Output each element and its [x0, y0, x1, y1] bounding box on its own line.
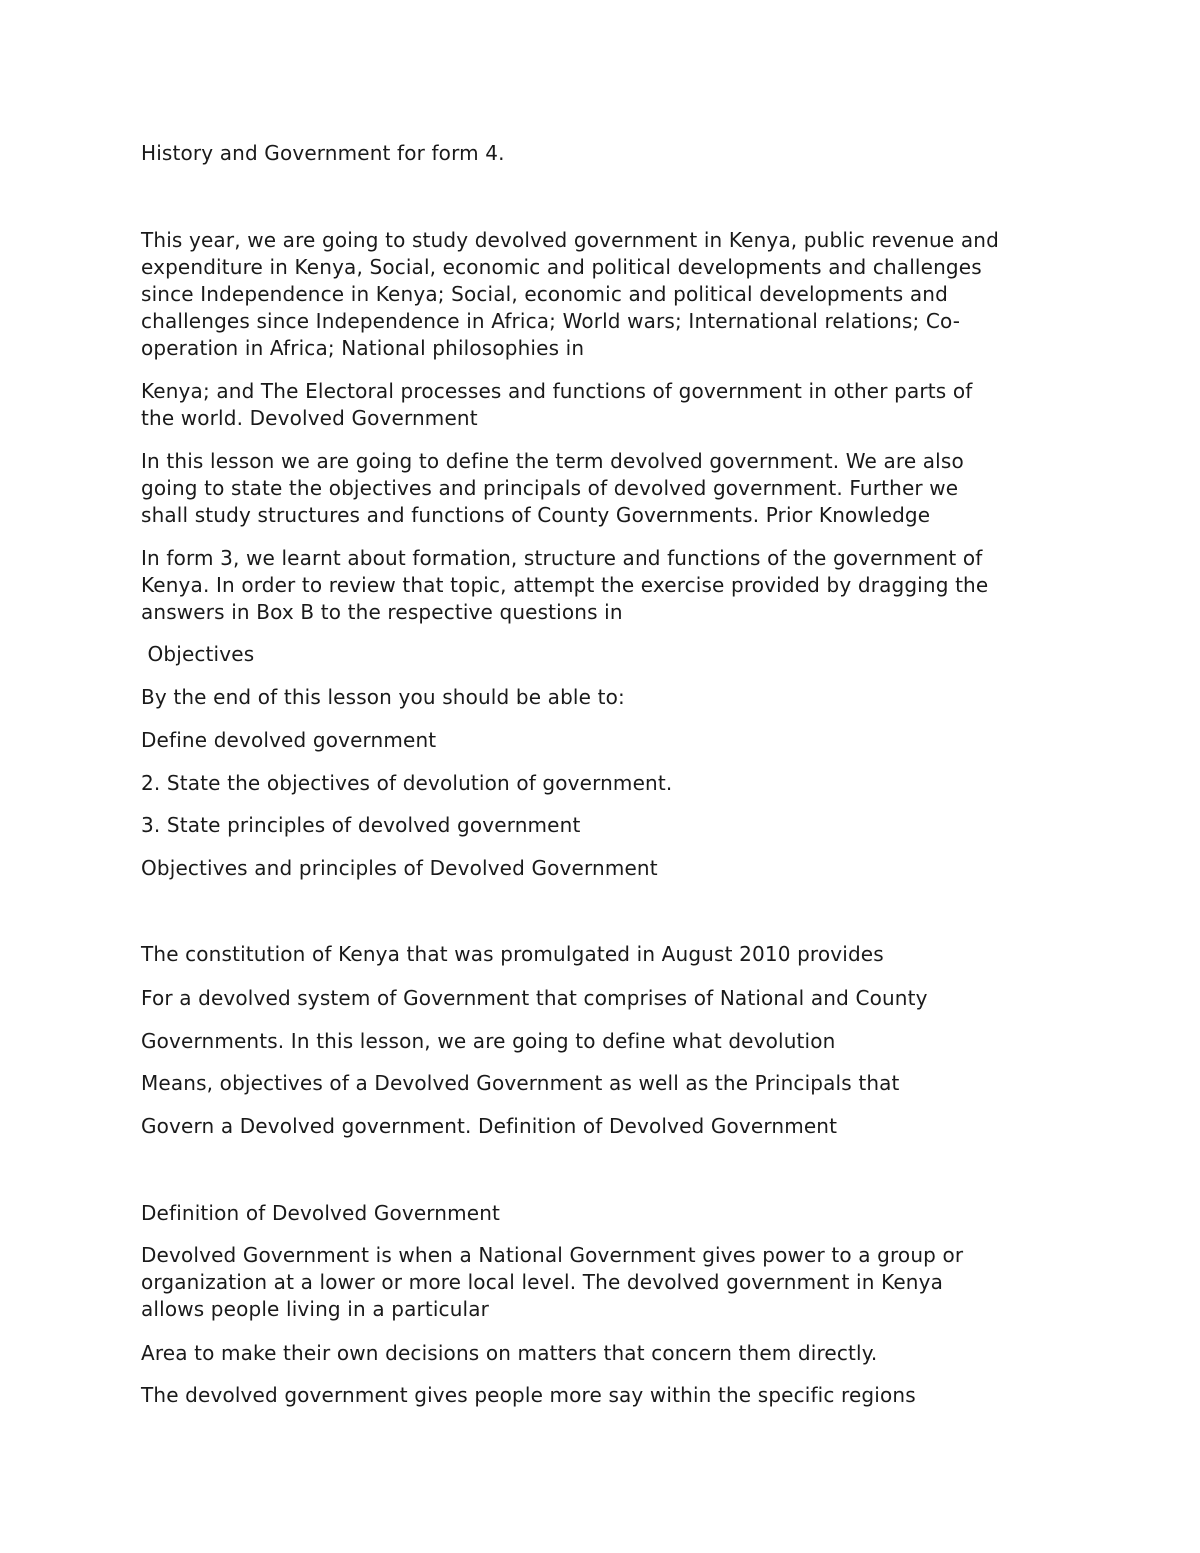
paragraph-line: allows people living in a particular	[141, 1297, 490, 1321]
constitution-line: Governments. In this lesson, we are going to define what devolution	[141, 1029, 836, 1053]
definition-paragraph	[141, 1242, 963, 1323]
paragraph-line: operation in Africa; National philosophies in	[141, 336, 585, 360]
paragraph-line: going to state the objectives and principals of devolved government. Further we	[141, 476, 959, 500]
section-heading: Objectives and principles of Devolved Government	[141, 856, 658, 880]
constitution-line: The constitution of Kenya that was promulgated in August 2010 provides	[141, 942, 884, 966]
intro-paragraph	[141, 227, 999, 362]
paragraph-line: In this lesson we are going to define the term devolved government. We are also	[141, 449, 964, 473]
paragraph-line: In form 3, we learnt about formation, structure and functions of the government of	[141, 546, 983, 570]
paragraph-line: organization at a lower or more local level. The devolved government in Kenya	[141, 1270, 944, 1294]
lesson-paragraph	[141, 448, 964, 529]
final-line: The devolved government gives people more say within the specific regions	[141, 1383, 916, 1407]
paragraph-line: the world. Devolved Government	[141, 406, 478, 430]
intro-continued-paragraph	[141, 378, 972, 432]
paragraph-line: Kenya; and The Electoral processes and functions of government in other parts of	[141, 379, 973, 403]
objective-item: Define devolved government	[141, 728, 437, 752]
constitution-line: For a devolved system of Government that comprises of National and County	[141, 986, 928, 1010]
constitution-line: Govern a Devolved government. Definition of Devolved Government	[141, 1114, 838, 1138]
paragraph-line: Devolved Government is when a National Government gives power to a group or	[141, 1243, 964, 1267]
paragraph-line: answers in Box B to the respective questions in	[141, 600, 623, 624]
objectives-heading: Objectives	[141, 642, 255, 666]
objective-item: 3. State principles of devolved government	[141, 813, 581, 837]
area-line: Area to make their own decisions on matters that concern them directly.	[141, 1341, 878, 1365]
paragraph-line: expenditure in Kenya, Social, economic and political developments and challenges	[141, 255, 982, 279]
paragraph-line: since Independence in Kenya; Social, economic and political developments and	[141, 282, 948, 306]
paragraph-line: Kenya. In order to review that topic, attempt the exercise provided by dragging the	[141, 573, 989, 597]
paragraph-line: challenges since Independence in Africa; World wars; International relations; Co-	[141, 309, 961, 333]
objectives-intro: By the end of this lesson you should be able to:	[141, 685, 625, 709]
definition-heading: Definition of Devolved Government	[141, 1201, 501, 1225]
paragraph-line: shall study structures and functions of County Governments. Prior Knowledge	[141, 503, 931, 527]
objective-item: 2. State the objectives of devolution of government.	[141, 771, 673, 795]
prior-knowledge-paragraph	[141, 545, 988, 626]
paragraph-line: This year, we are going to study devolved government in Kenya, public revenue and	[141, 228, 999, 252]
constitution-line: Means, objectives of a Devolved Government as well as the Principals that	[141, 1071, 900, 1095]
document-title: History and Government for form 4.	[141, 141, 505, 165]
